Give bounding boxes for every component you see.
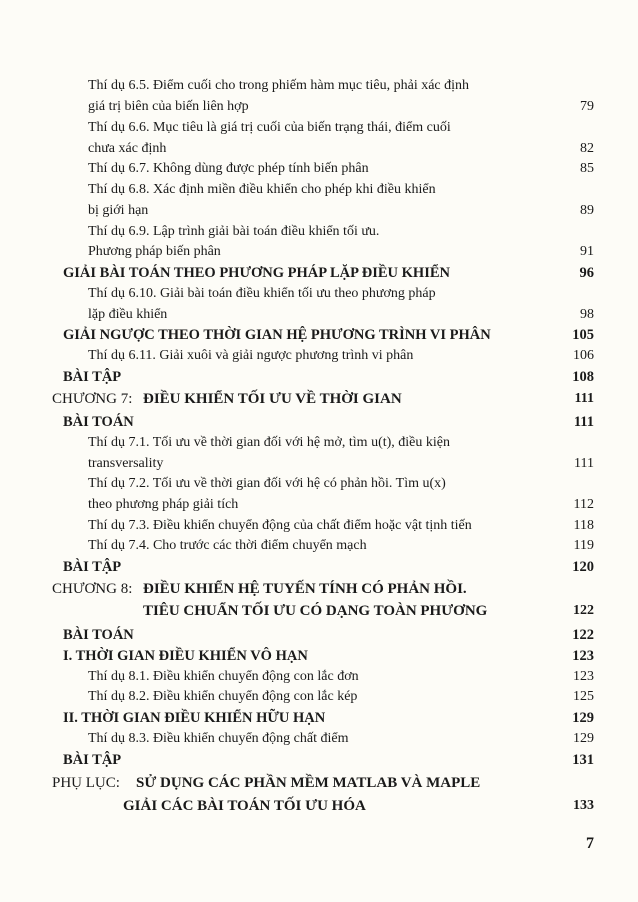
toc-section xyxy=(0,556,638,578)
toc-page-number: 79 xyxy=(580,99,594,114)
toc-entry-title: theo phương pháp giải tích xyxy=(88,497,239,512)
toc-page-number: 112 xyxy=(573,497,594,512)
toc-section-title: BÀI TẬP xyxy=(63,369,122,385)
toc-page-number: 122 xyxy=(572,627,594,643)
toc-chapter-title: TIÊU CHUẨN TỐI ƯU CÓ DẠNG TOÀN PHƯƠNG xyxy=(143,603,488,619)
toc-entry xyxy=(0,117,638,139)
toc-entry-title: Thí dụ 7.1. Tối ưu về thời gian đối với hệ mở, tìm u(t), điều kiện xyxy=(88,435,450,450)
toc-page-number: 89 xyxy=(580,203,594,218)
toc-chapter-title: ĐIỀU KHIỂN TỐI ƯU VỀ THỜI GIAN xyxy=(143,391,402,407)
toc-chapter xyxy=(0,600,638,622)
toc-page-number: 123 xyxy=(573,669,594,684)
toc-chapter-label: CHƯƠNG 8: xyxy=(52,581,133,597)
toc-page-number: 122 xyxy=(573,603,594,618)
toc-entry-title: Thí dụ 7.3. Điều khiển chuyển động của chất điểm hoặc vật tịnh tiến xyxy=(88,518,472,533)
toc-chapter xyxy=(0,578,638,600)
toc-section-title: II. THỜI GIAN ĐIỀU KHIỂN HỮU HẠN xyxy=(63,710,326,726)
toc-entry-title: Thí dụ 8.1. Điều khiển chuyển động con lắc đơn xyxy=(88,669,359,684)
toc-page-number: 108 xyxy=(572,369,594,385)
toc-section-title: BÀI TẬP xyxy=(63,752,122,768)
toc-entry xyxy=(0,473,638,495)
toc-chapter-title: ĐIỀU KHIỂN HỆ TUYẾN TÍNH CÓ PHẢN HỒI. xyxy=(143,581,467,597)
toc-entry-title: bị giới hạn xyxy=(88,203,149,218)
toc-entry-title: Thí dụ 6.7. Không dùng được phép tính biến phân xyxy=(88,161,369,176)
toc-chapter xyxy=(0,388,638,410)
toc-page-number: 106 xyxy=(573,348,594,363)
toc-page-number: 123 xyxy=(572,648,594,664)
toc-entry-title: Thí dụ 8.2. Điều khiển chuyển động con lắc kép xyxy=(88,689,358,704)
toc-page-number: 133 xyxy=(573,798,594,813)
toc-entry-title: Thí dụ 6.5. Điểm cuối cho trong phiếm hàm mục tiêu, phải xác định xyxy=(88,78,470,93)
toc-page-number: 125 xyxy=(573,689,594,704)
toc-section-title: GIẢI BÀI TOÁN THEO PHƯƠNG PHÁP LẶP ĐIỀU KHIỂN xyxy=(63,265,450,281)
toc-entry xyxy=(0,75,638,97)
toc-entry xyxy=(0,221,638,243)
toc-appendix-title: GIẢI CÁC BÀI TOÁN TỐI ƯU HÓA xyxy=(123,798,366,814)
toc-page-number: 111 xyxy=(573,414,594,430)
toc-appendix-label: PHỤ LỤC: xyxy=(52,775,120,791)
toc-page-number: 120 xyxy=(572,559,594,575)
toc-entry-title: lặp điều khiển xyxy=(88,307,168,322)
toc-page-number: 105 xyxy=(572,327,594,343)
toc-entry-title: Phương pháp biến phân xyxy=(88,244,221,259)
toc-entry-title: Thí dụ 6.6. Mục tiêu là giá trị cuối của biến trạng thái, điểm cuối xyxy=(88,120,451,135)
toc-entry xyxy=(0,515,638,537)
toc-page-number: 82 xyxy=(580,141,594,156)
toc-section xyxy=(0,324,638,346)
toc-entry xyxy=(0,728,638,750)
toc-entry xyxy=(0,345,638,367)
toc-page-number: 98 xyxy=(580,307,594,322)
toc-entry xyxy=(0,686,638,708)
toc-page-number: 118 xyxy=(573,518,594,533)
toc-entry-title: Thí dụ 7.2. Tối ưu về thời gian đối với hệ có phản hồi. Tìm u(x) xyxy=(88,476,446,491)
toc-entry xyxy=(0,283,638,305)
toc-entry-title: Thí dụ 7.4. Cho trước các thời điểm chuyển mạch xyxy=(88,538,367,553)
toc-section xyxy=(0,624,638,646)
toc-entry xyxy=(0,494,638,516)
toc-page-number: 119 xyxy=(573,538,594,553)
toc-page-number: 96 xyxy=(579,265,594,281)
toc-entry xyxy=(0,96,638,118)
toc-section xyxy=(0,749,638,771)
toc-section-title: GIẢI NGƯỢC THEO THỜI GIAN HỆ PHƯƠNG TRÌNH VI PHÂN xyxy=(63,327,491,343)
toc-entry-title: giá trị biên của biến liên hợp xyxy=(88,99,249,114)
toc-entry xyxy=(0,666,638,688)
toc-entry-title: Thí dụ 8.3. Điều khiển chuyển động chất điểm xyxy=(88,731,349,746)
toc-page-number: 91 xyxy=(580,244,594,259)
toc-page-number: 131 xyxy=(572,752,594,768)
toc-entry xyxy=(0,304,638,326)
toc-page-number: 129 xyxy=(572,710,594,726)
page-number: 7 xyxy=(586,835,594,852)
toc-section xyxy=(0,366,638,388)
toc-page-number: 129 xyxy=(573,731,594,746)
toc-section-title: I. THỜI GIAN ĐIỀU KHIỂN VÔ HẠN xyxy=(63,648,308,664)
toc-entry xyxy=(0,200,638,222)
toc-entry xyxy=(0,138,638,160)
toc-section xyxy=(0,707,638,729)
toc-entry-title: Thí dụ 6.11. Giải xuôi và giải ngược phương trình vi phân xyxy=(88,348,414,363)
toc-section xyxy=(0,645,638,667)
toc-entry xyxy=(0,432,638,454)
toc-entry-title: transversality xyxy=(88,456,164,471)
toc-entry xyxy=(0,535,638,557)
toc-entry xyxy=(0,241,638,263)
toc-section-title: BÀI TẬP xyxy=(63,559,122,575)
toc-page-number: 85 xyxy=(580,161,594,176)
toc-entry-title: Thí dụ 6.10. Giải bài toán điều khiển tối ưu theo phương pháp xyxy=(88,286,436,301)
toc-appendix-title: SỬ DỤNG CÁC PHẦN MỀM MATLAB VÀ MAPLE xyxy=(136,775,481,791)
toc-entry-title: Thí dụ 6.8. Xác định miền điều khiển cho phép khi điều khiển xyxy=(88,182,436,197)
toc-chapter-label: CHƯƠNG 7: xyxy=(52,391,133,407)
toc-entry xyxy=(0,158,638,180)
toc-appendix xyxy=(0,795,638,817)
toc-section-title: BÀI TOÁN xyxy=(63,414,134,430)
toc-entry xyxy=(0,179,638,201)
toc-section-title: BÀI TOÁN xyxy=(63,627,134,643)
toc-entry xyxy=(0,453,638,475)
toc-appendix xyxy=(0,772,638,794)
toc-entry-title: chưa xác định xyxy=(88,141,167,156)
toc-page-number: 111 xyxy=(574,456,594,471)
toc-section xyxy=(0,411,638,433)
toc-page-number: 111 xyxy=(574,391,594,406)
toc-entry-title: Thí dụ 6.9. Lập trình giải bài toán điều khiển tối ưu. xyxy=(88,224,380,239)
toc-section xyxy=(0,262,638,284)
